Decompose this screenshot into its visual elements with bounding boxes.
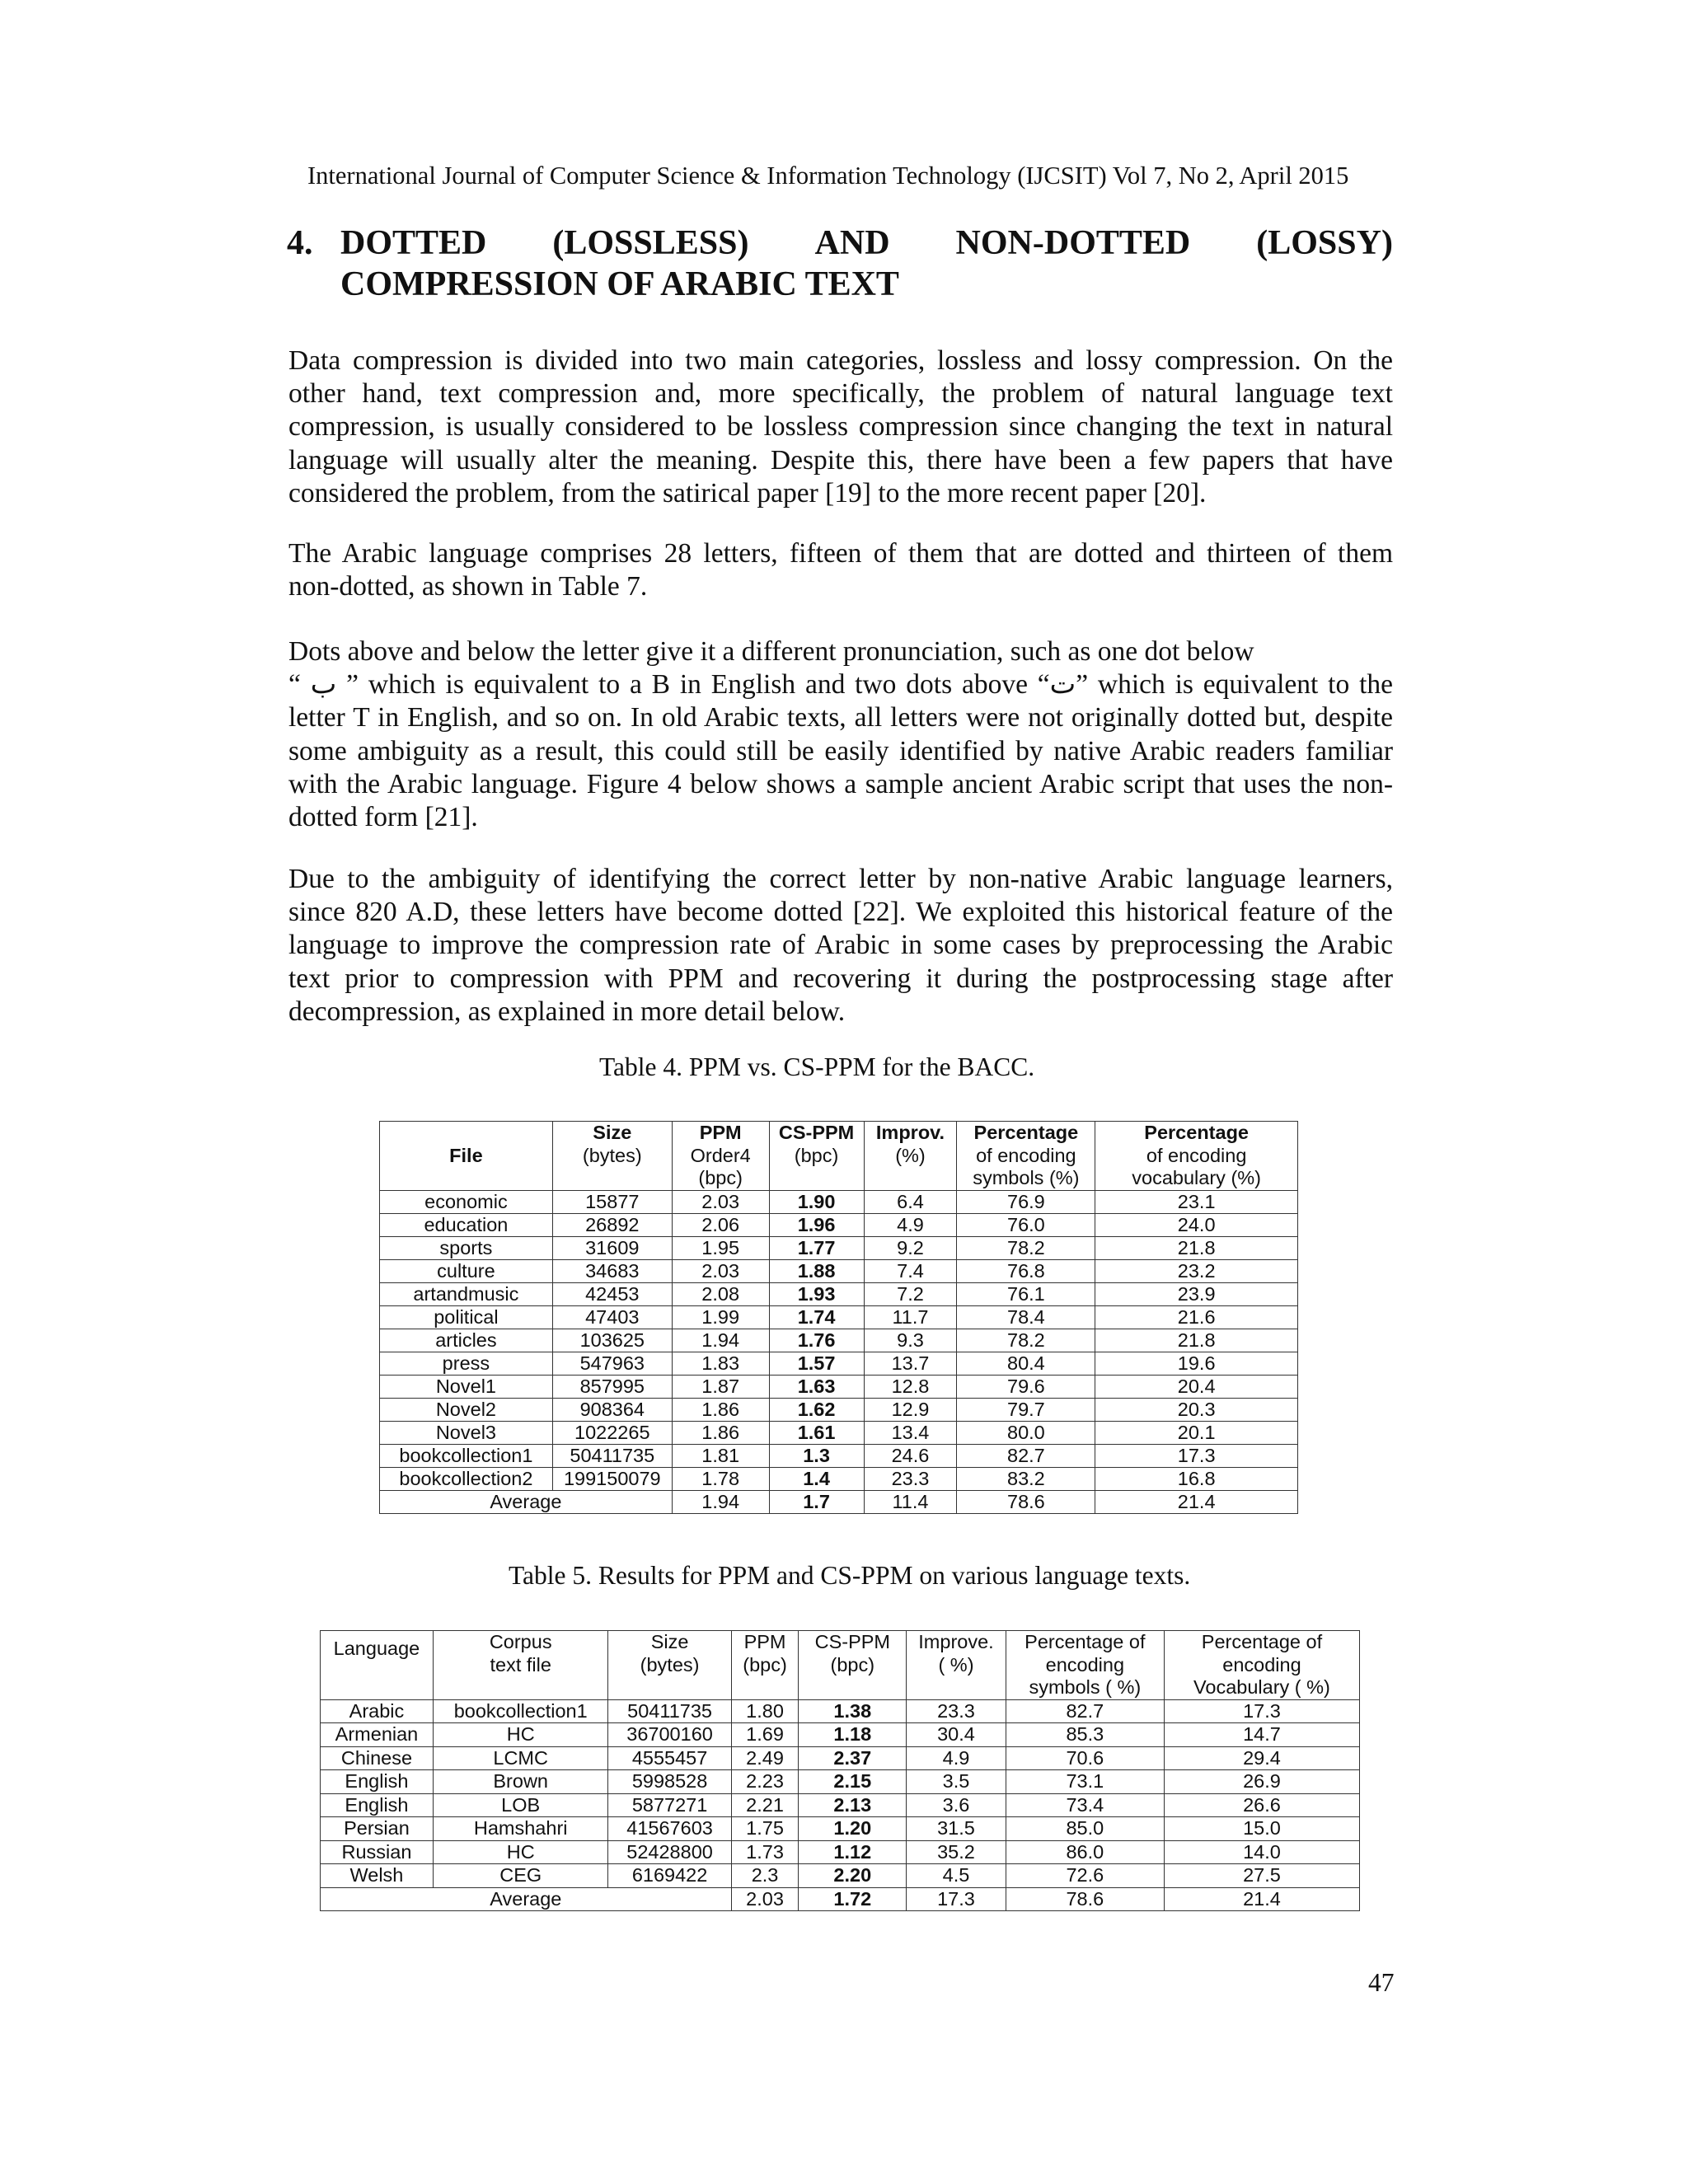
paragraph-line: Data compression is divided into two main categories, lossless and lossy compression. On the (288, 345, 1393, 376)
table-cell: 4555457 (608, 1746, 731, 1770)
table-cell: 1.72 (799, 1887, 907, 1911)
table-cell: 52428800 (608, 1840, 731, 1864)
table-row (380, 1213, 1298, 1236)
page-number: 47 (1368, 1968, 1395, 1997)
table-cell: 26892 (552, 1213, 672, 1236)
table-cell: 21.4 (1164, 1887, 1359, 1911)
table-cell: 42453 (552, 1282, 672, 1305)
table-cell: 24.0 (1095, 1213, 1298, 1236)
table-cell: 4.9 (907, 1746, 1006, 1770)
table-cell: 1.62 (769, 1398, 864, 1421)
table-cell: 1.38 (799, 1699, 907, 1723)
table-row (321, 1746, 1360, 1770)
table-cell: 47403 (552, 1305, 672, 1329)
table-cell: 19.6 (1095, 1352, 1298, 1375)
table-row (380, 1305, 1298, 1329)
table-cell: 34683 (552, 1259, 672, 1282)
table-cell: Hamshahri (433, 1817, 608, 1841)
table-4 (379, 1121, 1298, 1514)
table-cell: 70.6 (1006, 1746, 1164, 1770)
table-cell: 12.9 (864, 1398, 957, 1421)
table-cell: 1.63 (769, 1375, 864, 1398)
paragraph-4 (288, 863, 1393, 1029)
table-cell: 1.20 (799, 1817, 907, 1841)
table-cell: 20.4 (1095, 1375, 1298, 1398)
table-cell: 14.7 (1164, 1723, 1359, 1747)
paragraph-line: language will usually alter the meaning. Despite this, there have been a few papers that have (288, 444, 1393, 476)
table-cell: economic (380, 1190, 553, 1213)
table-cell: English (321, 1793, 434, 1817)
header-size: Size (bytes) (608, 1631, 731, 1700)
table-cell: 1022265 (552, 1421, 672, 1444)
paragraph-2 (288, 537, 1393, 603)
table-cell: 1.18 (799, 1723, 907, 1747)
table-cell: 2.49 (731, 1746, 799, 1770)
table-cell: 2.13 (799, 1793, 907, 1817)
table-cell: 1.74 (769, 1305, 864, 1329)
table-cell: artandmusic (380, 1282, 553, 1305)
table-cell: 85.0 (1006, 1817, 1164, 1841)
table-cell: 1.99 (672, 1305, 769, 1329)
table-cell: 17.3 (1095, 1444, 1298, 1467)
table-cell: 15.0 (1164, 1817, 1359, 1841)
table-cell: 2.03 (672, 1190, 769, 1213)
paragraph-line: letter T in English, and so on. In old Arabic texts, all letters were not originally dotted but, despite (288, 702, 1393, 733)
paragraph-line: decompression, as explained in more detail below. (288, 996, 846, 1027)
table-cell: 73.1 (1006, 1770, 1164, 1794)
table-row (380, 1398, 1298, 1421)
table-cell: 80.0 (957, 1421, 1095, 1444)
table-cell: HC (433, 1723, 608, 1747)
table-cell: 2.03 (731, 1887, 799, 1911)
table-cell: culture (380, 1259, 553, 1282)
table-cell: 27.5 (1164, 1864, 1359, 1888)
paragraph-line: text prior to compression with PPM and recovering it during the postprocessing stage after (288, 963, 1393, 994)
table-cell: 83.2 (957, 1467, 1095, 1490)
table-cell: HC (433, 1840, 608, 1864)
table-cell: 1.77 (769, 1236, 864, 1259)
table-cell: 2.23 (731, 1770, 799, 1794)
table-cell: 80.4 (957, 1352, 1095, 1375)
header-language: Language (321, 1631, 434, 1700)
table-4-header-row (380, 1122, 1298, 1191)
table-cell: 1.75 (731, 1817, 799, 1841)
section-title-line-2: COMPRESSION OF ARABIC TEXT (340, 265, 899, 303)
table-cell: 4.5 (907, 1864, 1006, 1888)
table-row (321, 1864, 1360, 1888)
table-cell: Novel3 (380, 1421, 553, 1444)
table-cell: 1.81 (672, 1444, 769, 1467)
table-cell: 1.96 (769, 1213, 864, 1236)
table-cell: 21.8 (1095, 1329, 1298, 1352)
table-cell: 17.3 (907, 1887, 1006, 1911)
table-cell: Arabic (321, 1699, 434, 1723)
table-cell: 2.21 (731, 1793, 799, 1817)
table-cell: 2.3 (731, 1864, 799, 1888)
table-cell: Chinese (321, 1746, 434, 1770)
section-title-word: (LOSSY) (1256, 224, 1393, 262)
table-cell: 11.7 (864, 1305, 957, 1329)
table-cell: 1.86 (672, 1398, 769, 1421)
table-cell: Armenian (321, 1723, 434, 1747)
header-improve: Improve. ( %) (907, 1631, 1006, 1700)
table-cell: 76.1 (957, 1282, 1095, 1305)
table-cell: 1.95 (672, 1236, 769, 1259)
table-cell: 15877 (552, 1190, 672, 1213)
header-pct-symbols: Percentage of encoding symbols (%) (957, 1122, 1095, 1191)
table-cell: 5877271 (608, 1793, 731, 1817)
table-cell: 78.2 (957, 1329, 1095, 1352)
table-row (380, 1236, 1298, 1259)
header-csppm: CS-PPM (bpc) (769, 1122, 864, 1191)
header-file: File (380, 1122, 553, 1191)
average-label: Average (380, 1490, 673, 1513)
table-cell: 26.9 (1164, 1770, 1359, 1794)
section-title-line-1 (340, 223, 1393, 264)
table-cell: 23.2 (1095, 1259, 1298, 1282)
table-cell: LOB (433, 1793, 608, 1817)
table-cell: Persian (321, 1817, 434, 1841)
paragraph-line: some ambiguity as a result, this could still be easily identified by native Arabic readers familiar (288, 735, 1393, 766)
table-cell: bookcollection1 (380, 1444, 553, 1467)
table-cell: 86.0 (1006, 1840, 1164, 1864)
table-cell: 2.37 (799, 1746, 907, 1770)
table-cell: 6169422 (608, 1864, 731, 1888)
paragraph-line: The Arabic language comprises 28 letters, fifteen of them that are dotted and thirteen of them (288, 538, 1393, 569)
table-cell: 1.90 (769, 1190, 864, 1213)
table-cell: 24.6 (864, 1444, 957, 1467)
table-cell: 6.4 (864, 1190, 957, 1213)
table-cell: 1.94 (672, 1329, 769, 1352)
table-cell: 2.06 (672, 1213, 769, 1236)
paragraph-line: Dots above and below the letter give it a different pronunciation, such as one dot below (288, 636, 1254, 667)
table-cell: 2.20 (799, 1864, 907, 1888)
paragraph-line: compression, is usually considered to be lossless compression since changing the text in natural (288, 411, 1393, 443)
table-cell: 85.3 (1006, 1723, 1164, 1747)
table-cell: 1.87 (672, 1375, 769, 1398)
table-cell: 20.3 (1095, 1398, 1298, 1421)
table-row (321, 1723, 1360, 1747)
table-cell: 12.8 (864, 1375, 957, 1398)
header-corpus: Corpus text file (433, 1631, 608, 1700)
table-cell: 1.69 (731, 1723, 799, 1747)
table-cell: 29.4 (1164, 1746, 1359, 1770)
table-cell: English (321, 1770, 434, 1794)
table-cell: 31.5 (907, 1817, 1006, 1841)
table-cell: press (380, 1352, 553, 1375)
table-cell: 79.6 (957, 1375, 1095, 1398)
table-cell: 26.6 (1164, 1793, 1359, 1817)
table-cell: 23.1 (1095, 1190, 1298, 1213)
table-cell: 1.4 (769, 1467, 864, 1490)
table-cell: 30.4 (907, 1723, 1006, 1747)
header-improv: Improv. (%) (864, 1122, 957, 1191)
table-row (321, 1699, 1360, 1723)
table-row (380, 1190, 1298, 1213)
table-cell: 1.86 (672, 1421, 769, 1444)
table-cell: bookcollection2 (380, 1467, 553, 1490)
section-title-word: (LOSSLESS) (552, 224, 749, 262)
table-5 (320, 1630, 1360, 1911)
table-cell: 23.3 (864, 1467, 957, 1490)
table-row (380, 1375, 1298, 1398)
table-cell: 3.6 (907, 1793, 1006, 1817)
table-row (380, 1444, 1298, 1467)
table-cell: 1.80 (731, 1699, 799, 1723)
table-cell: 36700160 (608, 1723, 731, 1747)
section-number: 4. (287, 224, 313, 262)
table-cell: 3.5 (907, 1770, 1006, 1794)
table-cell: 82.7 (957, 1444, 1095, 1467)
table-row (380, 1282, 1298, 1305)
paragraph-line: non-dotted, as shown in Table 7. (288, 571, 648, 602)
table-cell: 14.0 (1164, 1840, 1359, 1864)
table-cell: 2.15 (799, 1770, 907, 1794)
table-cell: Novel2 (380, 1398, 553, 1421)
table-cell: 1.57 (769, 1352, 864, 1375)
paragraph-line: considered the problem, from the satirical paper [19] to the more recent paper [20]. (288, 477, 1207, 509)
table-cell: 5998528 (608, 1770, 731, 1794)
paragraph-line: language to improve the compression rate of Arabic in some cases by preprocessing the Arabic (288, 930, 1393, 961)
table-cell: 199150079 (552, 1467, 672, 1490)
table-5-caption: Table 5. Results for PPM and CS-PPM on various language texts. (509, 1561, 1191, 1590)
table-cell: 41567603 (608, 1817, 731, 1841)
table-cell: 1.76 (769, 1329, 864, 1352)
table-cell: 908364 (552, 1398, 672, 1421)
table-cell: political (380, 1305, 553, 1329)
header-pct-vocab: Percentage of encoding Vocabulary ( %) (1164, 1631, 1359, 1700)
paragraph-line: other hand, text compression and, more specifically, the problem of natural language text (288, 378, 1393, 410)
table-average-row (321, 1887, 1360, 1911)
section-title-word: AND (814, 224, 890, 262)
table-row (321, 1770, 1360, 1794)
table-cell: sports (380, 1236, 553, 1259)
table-cell: 1.93 (769, 1282, 864, 1305)
header-csppm: CS-PPM (bpc) (799, 1631, 907, 1700)
table-row (380, 1329, 1298, 1352)
table-cell: Brown (433, 1770, 608, 1794)
table-cell: 1.78 (672, 1467, 769, 1490)
table-cell: 35.2 (907, 1840, 1006, 1864)
table-cell: 9.3 (864, 1329, 957, 1352)
table-cell: 13.7 (864, 1352, 957, 1375)
table-cell: 103625 (552, 1329, 672, 1352)
table-cell: 23.3 (907, 1699, 1006, 1723)
table-cell: 23.9 (1095, 1282, 1298, 1305)
table-cell: 20.1 (1095, 1421, 1298, 1444)
section-heading (287, 223, 1393, 305)
table-cell: articles (380, 1329, 553, 1352)
table-cell: 78.4 (957, 1305, 1095, 1329)
paragraph-line: since 820 A.D, these letters have become dotted [22]. We exploited this historical feature of the (288, 897, 1393, 928)
table-cell: 4.9 (864, 1213, 957, 1236)
table-cell: LCMC (433, 1746, 608, 1770)
running-header: International Journal of Computer Science & Information Technology (IJCSIT) Vol 7, No 2, April 2015 (307, 162, 1349, 190)
table-cell: 76.0 (957, 1213, 1095, 1236)
table-cell: 21.4 (1095, 1490, 1298, 1513)
table-cell: bookcollection1 (433, 1699, 608, 1723)
table-cell: 78.6 (957, 1490, 1095, 1513)
table-cell: 1.94 (672, 1490, 769, 1513)
table-cell: 21.8 (1095, 1236, 1298, 1259)
table-cell: 21.6 (1095, 1305, 1298, 1329)
table-row (380, 1421, 1298, 1444)
table-cell: 7.2 (864, 1282, 957, 1305)
table-cell: CEG (433, 1864, 608, 1888)
table-cell: 2.03 (672, 1259, 769, 1282)
header-pct-symbols: Percentage of encoding symbols ( %) (1006, 1631, 1164, 1700)
table-cell: 82.7 (1006, 1699, 1164, 1723)
table-cell: 857995 (552, 1375, 672, 1398)
table-cell: 79.7 (957, 1398, 1095, 1421)
table-cell: 31609 (552, 1236, 672, 1259)
table-cell: 76.8 (957, 1259, 1095, 1282)
section-title-word: DOTTED (340, 224, 487, 262)
table-cell: 78.6 (1006, 1887, 1164, 1911)
paragraph-line: “ ب ” which is equivalent to a B in English and two dots above “ت” which is equivalent to the (288, 669, 1393, 701)
table-cell: 547963 (552, 1352, 672, 1375)
table-cell: 7.4 (864, 1259, 957, 1282)
table-row (321, 1840, 1360, 1864)
paragraph-line: dotted form [21]. (288, 802, 478, 833)
table-cell: 1.7 (769, 1490, 864, 1513)
header-ppm: PPM Order4 (bpc) (672, 1122, 769, 1191)
table-cell: 17.3 (1164, 1699, 1359, 1723)
table-cell: 1.83 (672, 1352, 769, 1375)
average-label: Average (321, 1887, 732, 1911)
paragraph-line: with the Arabic language. Figure 4 below shows a sample ancient Arabic script that uses the non- (288, 768, 1393, 799)
paragraph-3 (288, 635, 1393, 834)
table-4-caption: Table 4. PPM vs. CS-PPM for the BACC. (599, 1052, 1035, 1081)
table-cell: 1.73 (731, 1840, 799, 1864)
paragraph-1 (288, 344, 1393, 510)
section-title-word: NON-DOTTED (955, 224, 1191, 262)
table-cell: 13.4 (864, 1421, 957, 1444)
table-cell: Russian (321, 1840, 434, 1864)
table-cell: 78.2 (957, 1236, 1095, 1259)
header-ppm: PPM (bpc) (731, 1631, 799, 1700)
table-row (380, 1467, 1298, 1490)
header-pct-vocab: Percentage of encoding vocabulary (%) (1095, 1122, 1298, 1191)
table-cell: 11.4 (864, 1490, 957, 1513)
table-cell: 1.12 (799, 1840, 907, 1864)
table-row (380, 1352, 1298, 1375)
table-cell: 76.9 (957, 1190, 1095, 1213)
table-cell: 2.08 (672, 1282, 769, 1305)
table-cell: 73.4 (1006, 1793, 1164, 1817)
table-row (321, 1793, 1360, 1817)
header-size: Size (bytes) (552, 1122, 672, 1191)
table-cell: Welsh (321, 1864, 434, 1888)
table-cell: 9.2 (864, 1236, 957, 1259)
paragraph-line: Due to the ambiguity of identifying the correct letter by non-native Arabic language learners, (288, 864, 1393, 894)
table-cell: 1.3 (769, 1444, 864, 1467)
table-cell: 72.6 (1006, 1864, 1164, 1888)
table-cell: education (380, 1213, 553, 1236)
table-cell: 50411735 (608, 1699, 731, 1723)
table-row (380, 1259, 1298, 1282)
table-cell: 1.88 (769, 1259, 864, 1282)
table-row (321, 1817, 1360, 1841)
table-cell: Novel1 (380, 1375, 553, 1398)
table-cell: 50411735 (552, 1444, 672, 1467)
table-cell: 16.8 (1095, 1467, 1298, 1490)
table-cell: 1.61 (769, 1421, 864, 1444)
table-average-row (380, 1490, 1298, 1513)
table-5-header-row (321, 1631, 1360, 1700)
